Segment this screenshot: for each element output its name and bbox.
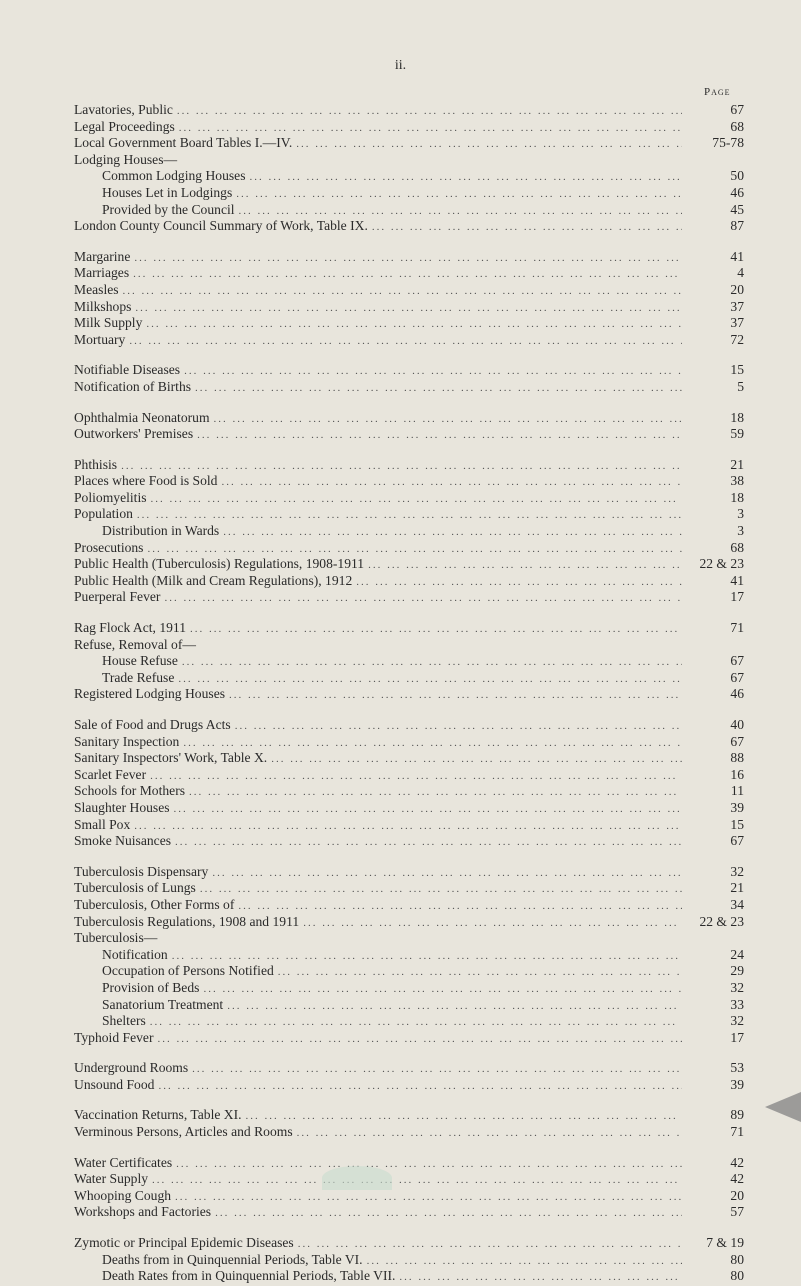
entry-page: 67 xyxy=(730,733,744,749)
entry-label: Water Supply xyxy=(74,1171,149,1187)
entry-page: 80 xyxy=(730,1268,744,1284)
leader-dots xyxy=(212,865,682,882)
entry-label: Puerperal Fever xyxy=(74,589,161,605)
leader-dots xyxy=(176,1156,682,1173)
leader-dots xyxy=(164,590,682,607)
leader-dots xyxy=(189,784,682,801)
entry-page: 53 xyxy=(730,1060,744,1076)
index-subentry xyxy=(74,1268,744,1285)
leader-dots xyxy=(146,316,682,333)
leader-dots xyxy=(239,203,682,220)
entry-label: Prosecutions xyxy=(74,539,144,555)
entry-page: 32 xyxy=(730,863,744,879)
entry-page: 18 xyxy=(730,489,744,505)
entry-label: Sanatorium Treatment xyxy=(102,996,224,1012)
entry-page: 17 xyxy=(730,1029,744,1045)
index-entry xyxy=(74,930,744,947)
entry-page: 67 xyxy=(730,102,744,117)
entry-label: Ophthalmia Neonatorum xyxy=(74,409,210,425)
leader-dots xyxy=(297,1125,682,1142)
leader-dots xyxy=(172,948,682,965)
entry-label: Lodging Houses— xyxy=(74,151,178,167)
entry-label: Smoke Nuisances xyxy=(74,833,172,849)
entry-page: 15 xyxy=(730,362,744,378)
entry-page: 32 xyxy=(730,1013,744,1029)
leader-dots xyxy=(367,1253,682,1270)
entry-page: 16 xyxy=(730,766,744,782)
group-gap xyxy=(74,606,744,620)
index-entry xyxy=(74,864,744,881)
index-entry xyxy=(74,880,744,897)
entry-page: 29 xyxy=(730,963,744,979)
index-entry xyxy=(74,426,744,443)
entry-label: Sanitary Inspection xyxy=(74,733,180,749)
entry-label: London County Council Summary of Work, Table IX. xyxy=(74,218,368,234)
leader-dots xyxy=(178,671,682,688)
index-entry xyxy=(74,833,744,850)
page-smudge xyxy=(765,1092,801,1122)
leader-dots xyxy=(303,915,682,932)
leader-dots xyxy=(298,1236,682,1253)
leader-dots xyxy=(236,186,682,203)
index-entry xyxy=(74,734,744,751)
leader-dots xyxy=(399,1269,682,1286)
entry-label: Slaughter Houses xyxy=(74,799,170,815)
entry-label: Trade Refuse xyxy=(102,669,175,685)
entry-label: Small Pox xyxy=(74,816,131,832)
entry-page: 20 xyxy=(730,1187,744,1203)
entry-label: Lavatories, Public xyxy=(74,102,173,117)
index-entry xyxy=(74,817,744,834)
entry-label: Typhoid Fever xyxy=(74,1029,154,1045)
leader-dots xyxy=(238,898,682,915)
entry-page: 37 xyxy=(730,298,744,314)
entry-label: Margarine xyxy=(74,248,131,264)
entry-page: 11 xyxy=(730,783,744,799)
leader-dots xyxy=(250,169,683,186)
entry-label: Sale of Food and Drugs Acts xyxy=(74,717,231,732)
entry-page: 88 xyxy=(730,750,744,766)
entry-page: 4 xyxy=(737,265,744,281)
leader-dots xyxy=(223,524,682,541)
leader-dots xyxy=(147,541,682,558)
entry-label: Population xyxy=(74,506,133,522)
entry-page: 89 xyxy=(730,1107,744,1123)
entry-label: Legal Proceedings xyxy=(74,118,175,134)
leader-dots xyxy=(221,474,682,491)
page-column-header: Page xyxy=(704,86,731,98)
leader-dots xyxy=(192,1061,682,1078)
index-entry xyxy=(74,1060,744,1077)
entry-label: Sanitary Inspectors' Work, Table X. xyxy=(74,750,268,766)
group-gap xyxy=(74,348,744,362)
index-entry xyxy=(74,686,744,703)
leader-dots xyxy=(200,881,682,898)
entry-page: 67 xyxy=(730,653,744,669)
group-gap xyxy=(74,396,744,410)
entry-page: 80 xyxy=(730,1251,744,1267)
index-entry xyxy=(74,1155,744,1172)
index-subentry xyxy=(74,963,744,980)
entry-label: Notifiable Diseases xyxy=(74,362,181,378)
index-entry xyxy=(74,506,744,523)
entry-label: Public Health (Milk and Cream Regulations), 1912 xyxy=(74,572,353,588)
leader-dots xyxy=(372,219,682,236)
leader-dots xyxy=(134,250,682,267)
entry-page: 24 xyxy=(730,946,744,962)
entry-page: 3 xyxy=(737,523,744,539)
leader-dots xyxy=(190,621,682,638)
entry-label: Deaths from in Quinquennial Periods, Table VI. xyxy=(102,1251,363,1267)
entry-label: Water Certificates xyxy=(74,1154,173,1170)
entry-label: Public Health (Tuberculosis) Regulations, 1908-1911 xyxy=(74,556,365,572)
leader-dots xyxy=(278,964,682,981)
entry-page: 22 & 23 xyxy=(699,556,744,572)
entry-page: 34 xyxy=(730,896,744,912)
index-entry xyxy=(74,897,744,914)
entry-label: Shelters xyxy=(102,1013,146,1029)
entry-page: 67 xyxy=(730,669,744,685)
index-subentry xyxy=(74,1252,744,1269)
entry-label: Local Government Board Tables I.—IV. xyxy=(74,135,293,151)
index-entry xyxy=(74,218,744,235)
leader-dots xyxy=(123,283,682,300)
index-entry xyxy=(74,299,744,316)
leader-dots xyxy=(150,768,682,785)
entry-page: 40 xyxy=(730,717,744,732)
entry-label: Registered Lodging Houses xyxy=(74,686,226,702)
leader-dots xyxy=(129,333,682,350)
index-entry xyxy=(74,379,744,396)
entry-page: 71 xyxy=(730,620,744,636)
leader-dots xyxy=(182,654,682,671)
entry-page: 18 xyxy=(730,409,744,425)
entry-label: Notification xyxy=(102,946,168,962)
leader-dots xyxy=(296,136,682,153)
entry-page: 45 xyxy=(730,201,744,217)
entry-label: Milkshops xyxy=(74,298,132,314)
index-entry xyxy=(74,783,744,800)
leader-dots xyxy=(215,1205,682,1222)
group-gap xyxy=(74,235,744,249)
entry-label: Outworkers' Premises xyxy=(74,426,194,442)
leader-dots xyxy=(227,998,682,1015)
entry-page: 32 xyxy=(730,979,744,995)
entry-page: 39 xyxy=(730,1076,744,1092)
index-subentry xyxy=(74,185,744,202)
entry-label: Provided by the Council xyxy=(102,201,235,217)
index-entry xyxy=(74,282,744,299)
index-entry xyxy=(74,332,744,349)
index-entry xyxy=(74,315,744,332)
leader-dots xyxy=(152,1172,682,1189)
index-entry xyxy=(74,1171,744,1188)
entry-label: House Refuse xyxy=(102,653,178,669)
leader-dots xyxy=(150,1014,682,1031)
entry-label: Zymotic or Principal Epidemic Diseases xyxy=(74,1235,294,1251)
leader-dots xyxy=(134,818,682,835)
entry-page: 37 xyxy=(730,315,744,331)
entry-page: 42 xyxy=(730,1171,744,1187)
leader-dots xyxy=(121,458,682,475)
index-subentry xyxy=(74,947,744,964)
entry-label: Tuberculosis, Other Forms of xyxy=(74,896,235,912)
group-gap xyxy=(74,1093,744,1107)
entry-page: 15 xyxy=(730,816,744,832)
entry-page: 71 xyxy=(730,1124,744,1140)
entry-page: 87 xyxy=(730,218,744,234)
leader-dots xyxy=(184,363,682,380)
leader-dots xyxy=(175,834,682,851)
index-subentry xyxy=(74,653,744,670)
entry-label: Verminous Persons, Articles and Rooms xyxy=(74,1124,293,1140)
index-entry xyxy=(74,265,744,282)
index-entry xyxy=(74,249,744,266)
entry-page: 21 xyxy=(730,456,744,472)
index-entry xyxy=(74,135,744,152)
entry-label: Milk Supply xyxy=(74,315,143,331)
leader-dots xyxy=(158,1078,682,1095)
entry-label: Tuberculosis Dispensary xyxy=(74,863,209,879)
index-entry xyxy=(74,914,744,931)
entry-label: Common Lodging Houses xyxy=(102,168,246,184)
entry-label: Unsound Food xyxy=(74,1076,155,1092)
leader-dots xyxy=(157,1031,682,1048)
entry-page: 17 xyxy=(730,589,744,605)
leader-dots xyxy=(151,491,682,508)
index-entry xyxy=(74,637,744,654)
group-gap xyxy=(74,850,744,864)
leader-dots xyxy=(133,266,682,283)
entry-label: Tuberculosis— xyxy=(74,930,158,946)
group-gap xyxy=(74,1141,744,1155)
leader-dots xyxy=(214,411,682,428)
entry-page: 22 & 23 xyxy=(699,913,744,929)
index-subentry xyxy=(74,523,744,540)
entry-label: Underground Rooms xyxy=(74,1060,189,1076)
entry-page: 41 xyxy=(730,248,744,264)
page-number: ii. xyxy=(394,58,407,73)
entry-label: Notification of Births xyxy=(74,378,192,394)
group-gap xyxy=(74,443,744,457)
entry-page: 38 xyxy=(730,473,744,489)
entry-page: 21 xyxy=(730,880,744,896)
leader-dots xyxy=(368,557,682,574)
leader-dots xyxy=(183,735,682,752)
index-entry xyxy=(74,800,744,817)
index-entry xyxy=(74,362,744,379)
library-stamp xyxy=(322,1166,392,1190)
index-entry xyxy=(74,573,744,590)
index-subentry xyxy=(74,670,744,687)
leader-dots xyxy=(137,507,682,524)
entry-label: Provision of Beds xyxy=(102,979,200,995)
entry-label: Death Rates from in Quinquennial Periods, Table VII. xyxy=(102,1268,396,1284)
group-gap xyxy=(74,1046,744,1060)
index-subentry xyxy=(74,1013,744,1030)
entry-page: 41 xyxy=(730,572,744,588)
entry-label: Whooping Cough xyxy=(74,1187,172,1203)
entry-label: Mortuary xyxy=(74,331,126,347)
leader-dots xyxy=(235,718,682,735)
index-entry xyxy=(74,717,744,734)
entry-page: 57 xyxy=(730,1204,744,1220)
entry-page: 59 xyxy=(730,426,744,442)
entry-page: 72 xyxy=(730,331,744,347)
leader-dots xyxy=(175,1189,682,1206)
entry-label: Schools for Mothers xyxy=(74,783,186,799)
index-entry xyxy=(74,750,744,767)
entry-page: 68 xyxy=(730,539,744,555)
entry-label: Phthisis xyxy=(74,456,118,472)
index-subentry xyxy=(74,980,744,997)
entry-label: Tuberculosis of Lungs xyxy=(74,880,196,896)
entry-page: 50 xyxy=(730,168,744,184)
index-entry xyxy=(74,119,744,136)
index-entry xyxy=(74,102,744,119)
leader-dots xyxy=(246,1108,682,1125)
entry-label: Workshops and Factories xyxy=(74,1204,212,1220)
index-entry xyxy=(74,767,744,784)
index-entry xyxy=(74,473,744,490)
leader-dots xyxy=(135,300,682,317)
entry-page: 20 xyxy=(730,281,744,297)
entry-page: 67 xyxy=(730,833,744,849)
entry-page: 75-78 xyxy=(712,135,744,151)
leader-dots xyxy=(271,751,682,768)
index-entry xyxy=(74,457,744,474)
index-entry xyxy=(74,540,744,557)
entry-page: 33 xyxy=(730,996,744,1012)
entry-page: 68 xyxy=(730,118,744,134)
entry-label: Vaccination Returns, Table XI. xyxy=(74,1107,242,1123)
index-subentry xyxy=(74,997,744,1014)
leader-dots xyxy=(203,981,682,998)
entry-label: Scarlet Fever xyxy=(74,766,147,782)
index-entry xyxy=(74,1188,744,1205)
index-entry xyxy=(74,589,744,606)
entry-label: Occupation of Persons Notified xyxy=(102,963,274,979)
group-gap xyxy=(74,703,744,717)
index-entry xyxy=(74,490,744,507)
index-entry xyxy=(74,152,744,169)
index-list xyxy=(74,102,744,1285)
index-entry xyxy=(74,1235,744,1252)
leader-dots xyxy=(177,103,682,120)
entry-page: 7 & 19 xyxy=(706,1235,744,1251)
entry-label: Measles xyxy=(74,281,119,297)
leader-dots xyxy=(195,380,682,397)
entry-label: Distribution in Wards xyxy=(102,523,220,539)
index-entry xyxy=(74,1204,744,1221)
entry-page: 3 xyxy=(737,506,744,522)
index-subentry xyxy=(74,168,744,185)
index-subentry xyxy=(74,202,744,219)
index-entry xyxy=(74,410,744,427)
entry-label: Poliomyelitis xyxy=(74,489,147,505)
group-gap xyxy=(74,1221,744,1235)
entry-label: Houses Let in Lodgings xyxy=(102,184,233,200)
entry-label: Places where Food is Sold xyxy=(74,473,218,489)
index-entry xyxy=(74,1124,744,1141)
leader-dots xyxy=(229,687,682,704)
entry-page: 42 xyxy=(730,1154,744,1170)
leader-dots xyxy=(197,427,682,444)
index-entry xyxy=(74,556,744,573)
entry-page: 5 xyxy=(737,378,744,394)
index-entry xyxy=(74,1107,744,1124)
entry-page: 46 xyxy=(730,686,744,702)
leader-dots xyxy=(356,574,682,591)
index-entry xyxy=(74,1030,744,1047)
index-entry xyxy=(74,1077,744,1094)
entry-page: 39 xyxy=(730,799,744,815)
entry-label: Refuse, Removal of— xyxy=(74,636,196,652)
entry-label: Tuberculosis Regulations, 1908 and 1911 xyxy=(74,913,300,929)
entry-label: Marriages xyxy=(74,265,130,281)
entry-page: 46 xyxy=(730,184,744,200)
leader-dots xyxy=(174,801,682,818)
index-entry xyxy=(74,620,744,637)
entry-label: Rag Flock Act, 1911 xyxy=(74,620,187,636)
leader-dots xyxy=(179,120,682,137)
